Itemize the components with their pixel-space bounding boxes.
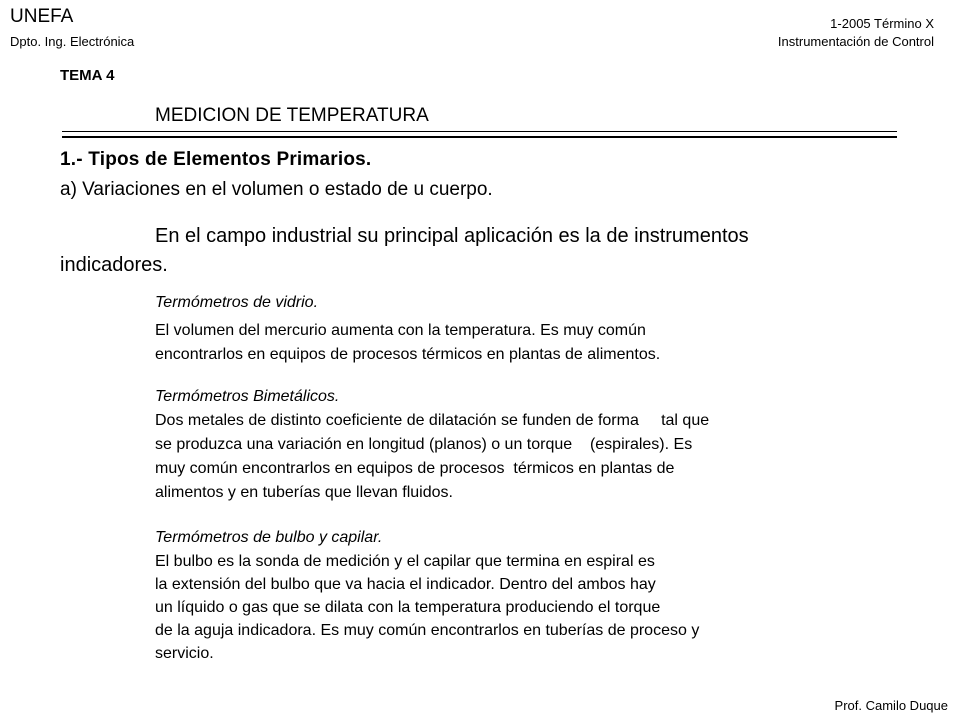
item-line: El bulbo es la sonda de medición y el capilar que termina en espiral es — [155, 553, 655, 570]
item-line: se produzca una variación en longitud (planos) o un torque (espirales). Es — [155, 436, 693, 453]
author-name: Prof. Camilo Duque — [834, 698, 948, 713]
course-term: 1-2005 Término X — [830, 16, 934, 31]
course-name: Instrumentación de Control — [777, 34, 934, 49]
subsection-heading: a) Variaciones en el volumen o estado de u cuerpo. — [60, 179, 493, 200]
topic-label: TEMA 4 — [60, 67, 115, 84]
item-line: la extensión del bulbo que va hacia el indicador. Dentro del ambos hay — [155, 576, 656, 593]
item-line: El volumen del mercurio aumenta con la temperatura. Es muy común — [155, 322, 646, 339]
item-line: un líquido o gas que se dilata con la temperatura produciendo el torque — [155, 599, 661, 616]
item-heading: Termómetros de bulbo y capilar. — [155, 529, 383, 546]
title-divider — [62, 131, 897, 138]
department-name: Dpto. Ing. Electrónica — [10, 34, 135, 49]
item-line: servicio. — [155, 645, 214, 662]
item-line: alimentos y en tuberías que llevan fluidos. — [155, 484, 453, 501]
intro-line: En el campo industrial su principal aplicación es la de instrumentos — [155, 225, 749, 247]
item-bulb-capillary-thermometer — [155, 526, 699, 665]
item-line: encontrarlos en equipos de procesos térmicos en plantas de alimentos. — [155, 346, 661, 363]
item-heading: Termómetros de vidrio. — [155, 294, 319, 311]
item-line: de la aguja indicadora. Es muy común encontrarlos en tuberías de proceso y — [155, 622, 700, 639]
item-glass-thermometer — [155, 291, 660, 363]
item-bimetallic-thermometer — [155, 385, 709, 505]
slide-title: MEDICION DE TEMPERATURA — [155, 105, 429, 126]
org-name: UNEFA — [10, 6, 74, 27]
item-heading: Termómetros Bimetálicos. — [155, 388, 340, 405]
item-body — [155, 319, 660, 367]
section-heading: 1.- Tipos de Elementos Primarios. — [60, 149, 372, 170]
intro-line: indicadores. — [60, 254, 168, 276]
item-line: Dos metales de distinto coeficiente de dilatación se funden de forma tal que — [155, 412, 710, 429]
item-line: muy común encontrarlos en equipos de procesos térmicos en plantas de — [155, 460, 675, 477]
